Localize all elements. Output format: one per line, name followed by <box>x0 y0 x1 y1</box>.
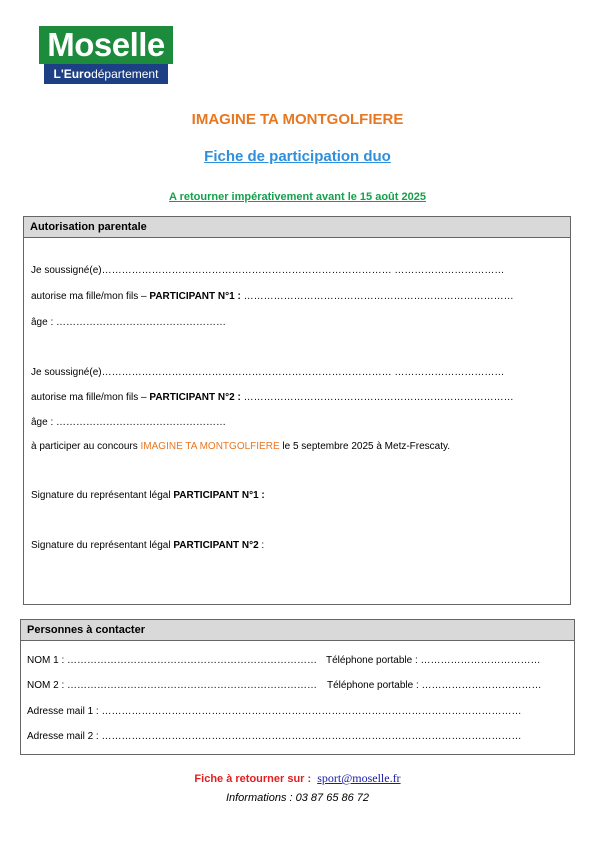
p1-authorize-line[interactable] <box>31 291 514 303</box>
p1-age-field[interactable]: âge : …………………………………………… <box>31 317 227 328</box>
signature-p2-participant: PARTICIPANT N°2 <box>173 540 259 551</box>
contest-pre: à participer au concours <box>31 441 138 452</box>
p2-participant-label: PARTICIPANT N°2 : <box>149 392 241 403</box>
logo-tagline-rest: département <box>91 67 159 81</box>
footer-return <box>0 771 595 786</box>
nom1-field[interactable]: NOM 1 : ………………………………………………………………… <box>27 655 318 666</box>
signature-p2-colon: : <box>258 540 265 551</box>
nom2-field[interactable]: NOM 2 : ………………………………………………………………… <box>27 680 318 691</box>
p1-participant-label: PARTICIPANT N°1 : <box>149 291 241 302</box>
p1-name-field[interactable]: Je soussigné(e)…………………………………………………………………………… …………………………… <box>31 265 505 276</box>
p1-authorize-pre: autorise ma fille/mon fils – <box>31 291 147 302</box>
p2-name-field[interactable]: Je soussigné(e)…………………………………………………………………………… …………………………… <box>31 367 505 378</box>
signature-p2-label: Signature du représentant légal <box>31 540 171 551</box>
footer-email-link[interactable]: sport@moselle.fr <box>317 771 401 785</box>
signature-p1-label: Signature du représentant légal <box>31 490 171 501</box>
footer-info: Informations : 03 87 65 86 72 <box>225 792 370 804</box>
logo-tagline <box>44 64 168 84</box>
tel1-field[interactable]: Téléphone portable : ……………………………… <box>326 655 541 666</box>
p2-authorize-line[interactable] <box>31 392 514 404</box>
contest-name: IMAGINE TA MONTGOLFIERE <box>140 441 280 452</box>
signature-p1-participant: PARTICIPANT N°1 : <box>173 490 265 501</box>
parental-authorization-section <box>23 216 571 605</box>
p2-authorize-dots: ……………………………………………………………………… <box>243 392 514 403</box>
signature-p1[interactable] <box>31 490 265 502</box>
contest-line <box>31 441 450 453</box>
deadline-notice: A retourner impérativement avant le 15 août 2025 <box>169 191 426 203</box>
contest-post: le 5 septembre 2025 à Metz-Frescaty. <box>282 441 451 452</box>
p1-authorize-dots: ……………………………………………………………………… <box>243 291 514 302</box>
tel2-field[interactable]: Téléphone portable : ……………………………… <box>327 680 542 691</box>
mail2-field[interactable]: Adresse mail 2 : ……………………………………………………………………………………………………………… <box>27 731 522 742</box>
page-subtitle: Fiche de participation duo <box>204 148 391 165</box>
contacts-section-header: Personnes à contacter <box>21 620 574 641</box>
signature-p2[interactable] <box>31 540 264 552</box>
footer-return-label: Fiche à retourner sur : <box>194 773 312 785</box>
mail1-field[interactable]: Adresse mail 1 : ……………………………………………………………………………………………………………… <box>27 706 522 717</box>
parental-section-header: Autorisation parentale <box>24 217 570 238</box>
logo-name: Moselle <box>39 26 173 64</box>
p2-authorize-pre: autorise ma fille/mon fils – <box>31 392 147 403</box>
logo-tagline-bold: L'Euro <box>53 67 92 81</box>
moselle-logo <box>39 26 173 84</box>
p2-age-field[interactable]: âge : …………………………………………… <box>31 417 227 428</box>
contacts-section <box>20 619 575 755</box>
page-title: IMAGINE TA MONTGOLFIERE <box>191 111 404 128</box>
